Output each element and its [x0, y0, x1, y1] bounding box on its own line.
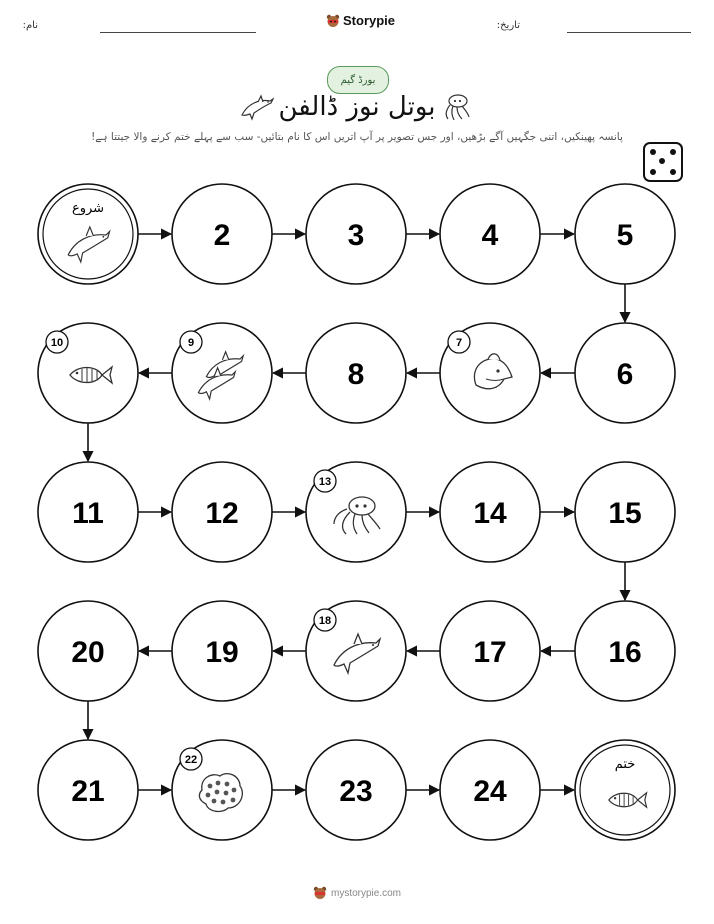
cell-number: 15 — [608, 497, 642, 530]
cell-number: 3 — [347, 219, 365, 252]
board-cell-7 — [440, 323, 540, 423]
cell-number: 23 — [339, 775, 373, 808]
cell-number: 24 — [473, 775, 507, 808]
board-cell-2 — [172, 184, 272, 284]
end-label: ختم — [614, 757, 636, 772]
board-cell-12 — [172, 462, 272, 562]
cell-number: 21 — [71, 775, 105, 808]
cell-number: 4 — [481, 219, 499, 252]
cell-number: 19 — [205, 636, 239, 669]
board-cell-6 — [575, 323, 675, 423]
instructions: پانسہ پھینکیں، اتنی جگہیں آگے بڑھیں، اور جس تصویر پر آپ اتریں اس کا نام بتائیں- سب سے پہلے ختم کرنے والا جیتتا ہے! — [91, 131, 623, 143]
cell-number: 16 — [608, 636, 642, 669]
board-cells — [38, 184, 675, 840]
board-cell-25 — [575, 740, 675, 840]
cell-number: 17 — [473, 636, 507, 669]
board-cell-20 — [38, 601, 138, 701]
board-cell-21 — [38, 740, 138, 840]
cell-number-badge: 22 — [184, 754, 198, 766]
cell-number: 8 — [347, 358, 365, 391]
cell-number-badge: 13 — [318, 476, 332, 488]
cell-number-badge: 9 — [187, 337, 195, 349]
footer-url[interactable]: mystorypie.com — [330, 887, 401, 899]
cell-number: 5 — [616, 219, 634, 252]
board-game-badge: بورڈ گیم — [327, 66, 389, 94]
brand-name: Storypie — [343, 13, 396, 28]
board-cell-1 — [38, 184, 138, 284]
cell-number: 20 — [71, 636, 105, 669]
date-label: تاریخ: — [496, 20, 520, 31]
board-cell-5 — [575, 184, 675, 284]
board-cell-23 — [306, 740, 406, 840]
board-cell-9 — [172, 323, 272, 423]
board-cell-24 — [440, 740, 540, 840]
cell-number-badge: 10 — [50, 337, 64, 349]
cell-number: 11 — [72, 497, 104, 530]
cell-number-badge: 18 — [318, 615, 332, 627]
cell-number: 6 — [616, 358, 634, 391]
footer — [0, 886, 714, 900]
bear-icon — [313, 886, 327, 900]
board-cell-17 — [440, 601, 540, 701]
cell-number: 2 — [213, 219, 231, 252]
board-cell-4 — [440, 184, 540, 284]
board-cell-3 — [306, 184, 406, 284]
board-cell-8 — [306, 323, 406, 423]
cell-number-badge: 7 — [455, 337, 463, 349]
board-cell-10 — [38, 323, 138, 423]
board-cell-14 — [440, 462, 540, 562]
start-label: شروع — [71, 201, 105, 216]
name-label: نام: — [22, 20, 38, 31]
cell-number: 14 — [473, 497, 507, 530]
board-cell-16 — [575, 601, 675, 701]
board-cell-18 — [306, 601, 406, 701]
page-title: بوتل نوز ڈالفن — [278, 92, 436, 122]
board-cell-13 — [306, 462, 406, 562]
board-cell-11 — [38, 462, 138, 562]
board-cell-19 — [172, 601, 272, 701]
cell-number: 12 — [205, 497, 239, 530]
board-cell-15 — [575, 462, 675, 562]
board-cell-22 — [172, 740, 272, 840]
